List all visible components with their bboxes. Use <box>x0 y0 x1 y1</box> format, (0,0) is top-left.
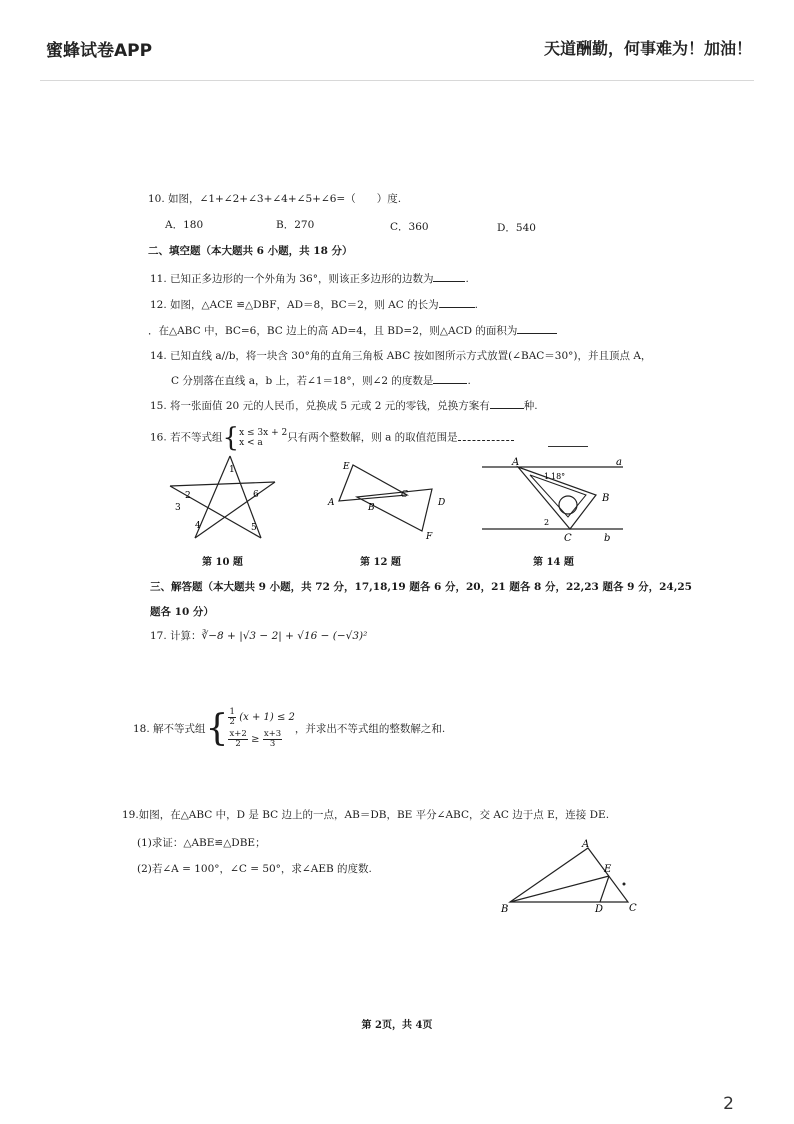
q15-blank <box>490 398 524 409</box>
fig14-label-A: A <box>512 457 520 468</box>
fig12-label-A: A <box>328 498 335 508</box>
fig12-label-E: E <box>343 462 350 472</box>
q11: 11. 已知正多边形的一个外角为 36°，则该正多边形的边数为 . <box>150 273 469 285</box>
fig19-label-B: B <box>501 904 509 915</box>
fig19-label-C: C <box>629 903 637 914</box>
slogan: 天道酬勤，何事难为！加油！ <box>543 39 752 58</box>
app-name: 蜜蜂试卷APP <box>46 41 153 61</box>
q10-option-b: B．270 <box>276 219 315 231</box>
fig14-label-b: b <box>604 533 611 544</box>
q18-r2-rnum: x+3 <box>263 728 282 739</box>
fig14-label-1: 1 <box>544 472 550 481</box>
q18-r1-num: 1 <box>229 706 235 717</box>
q17-prefix: 17. 计算： <box>150 630 202 642</box>
q13-blank <box>517 323 557 334</box>
q11-text: 11. 已知正多边形的一个外角为 36°，则该正多边形的边数为 <box>150 273 434 285</box>
figure-10 <box>165 450 285 550</box>
q18-r2-op: ≥ <box>251 734 260 745</box>
q16-blank-mark <box>548 446 588 447</box>
q18-suffix: ，并求出不等式组的整数解之和. <box>294 723 446 735</box>
q16-blank <box>458 430 514 441</box>
q14-line2: C 分别落在直线 a，b 上，若∠1＝18°，则∠2 的度数是 . <box>171 375 471 387</box>
fig12-label-D: D <box>438 498 446 508</box>
section2-title: 二、填空题（本大题共 6 小题，共 18 分） <box>148 245 353 257</box>
q19-stem: 19.如图，在△ABC 中，D 是 BC 边上的一点，AB＝DB，BE 平分∠ABC，交 AC 边于点 E，连接 DE. <box>122 809 610 821</box>
q16-prefix: 16. 若不等式组 <box>150 431 223 444</box>
q10-option-d: D．540 <box>497 222 536 234</box>
fig14-label-a: a <box>616 457 622 468</box>
fig12-caption: 第 12 题 <box>360 557 401 568</box>
fig14-label-C: C <box>564 533 572 544</box>
fig10-label-4: 4 <box>195 521 201 531</box>
q11-blank <box>433 271 465 282</box>
fig10-label-6: 6 <box>253 490 259 500</box>
q10-option-a: A．180 <box>165 219 204 231</box>
q13-text: ．在△ABC 中，BC=6，BC 边上的高 AD=4，且 BD=2，则△ACD 的面积为 <box>148 325 518 337</box>
header-divider <box>40 80 754 81</box>
fig14-label-angle: 18° <box>551 472 566 481</box>
fig19-label-D: D <box>595 904 604 915</box>
q18-r2-rden: 3 <box>269 738 276 749</box>
q18-r1-den: 2 <box>229 716 235 727</box>
q10-stem: 10. 如图，∠1+∠2+∠3+∠4+∠5+∠6=（ ）度. <box>148 193 402 205</box>
q19-part2: (2)若∠A = 100°，∠C = 50°，求∠AEB 的度数. <box>137 863 372 875</box>
q19-part1: (1)求证：△ABE≌△DBE； <box>137 837 266 849</box>
q12-text: 12. 如图，△ACE ≌△DBF，AD＝8，BC＝2，则 AC 的长为 <box>150 299 439 311</box>
figure-19 <box>496 838 646 918</box>
q17-expression: ∛−8 + |√3 − 2| + √16 − (−√3)² <box>201 630 368 642</box>
q18-r2-lden: 2 <box>235 738 241 749</box>
fig14-caption: 第 14 题 <box>533 557 574 568</box>
q14-line1: 14. 已知直线 a//b，将一块含 30°角的直角三角板 ABC 按如图所示方式放置(∠BAC＝30°)，并且顶点 A， <box>150 350 652 362</box>
q18: 18. 解不等式组{ $\frac{1}{2}$ (x + 1) ≤ 2 $\frac{x+2}{2}$ ≥ $\frac{x+3}{3}$ ，并求出不等式组的整数解之和. <box>133 706 446 749</box>
q10-option-c: C．360 <box>390 221 429 233</box>
q17 <box>150 629 367 643</box>
fig14-label-B: B <box>602 493 610 504</box>
fig10-label-3: 3 <box>175 503 181 513</box>
fig14-label-2: 2 <box>544 518 550 527</box>
q12: 12. 如图，△ACE ≌△DBF，AD＝8，BC＝2，则 AC 的长为 . <box>150 299 478 311</box>
q14-blank <box>433 373 467 384</box>
fig10-label-1: 1 <box>229 465 235 475</box>
q16: 16. 若不等式组{ x ≤ 3x + 2 x < a 只有两个整数解，则 a 的取值范围是 <box>150 425 514 451</box>
q14-text: C 分别落在直线 a，b 上，若∠1＝18°，则∠2 的度数是 <box>171 375 434 387</box>
q18-prefix: 18. 解不等式组 <box>133 723 206 735</box>
q18-row1-rest: (x + 1) ≤ 2 <box>239 712 295 723</box>
q16-row2: x < a <box>239 438 263 448</box>
section3-title-line1: 三、解答题（本大题共 9 小题，共 72 分，17,18,19 题各 6 分，20，21 题各 8 分，22,23 题各 9 分，24,25 <box>150 581 692 593</box>
q13 <box>148 323 557 338</box>
fig19-label-E: E <box>604 864 612 875</box>
fig12-label-F: F <box>426 532 433 540</box>
q16-row1: x ≤ 3x + 2 <box>239 428 288 438</box>
q16-suffix: 只有两个整数解，则 a 的取值范围是 <box>287 431 458 444</box>
q15-suffix: 种. <box>523 400 538 412</box>
page-info: 第 2页，共 4页 <box>361 1020 433 1031</box>
q12-blank <box>439 297 475 308</box>
fig10-caption: 第 10 题 <box>202 557 243 568</box>
figure-14 <box>478 455 628 545</box>
fig12-label-C: C <box>401 490 408 500</box>
q15-text: 15. 将一张面值 20 元的人民币，兑换成 5 元或 2 元的零钱，兑换方案有 <box>150 400 490 412</box>
fig19-label-A: A <box>582 839 590 850</box>
q18-r2-lnum: x+2 <box>229 728 247 739</box>
section3-title-line2: 题各 10 分） <box>150 606 214 618</box>
q15 <box>150 398 538 413</box>
fig10-label-5: 5 <box>251 523 257 533</box>
page-number: 2 <box>723 1094 734 1114</box>
figure-12 <box>325 455 450 540</box>
fig10-label-2: 2 <box>185 491 191 501</box>
fig12-label-B: B <box>368 503 375 513</box>
